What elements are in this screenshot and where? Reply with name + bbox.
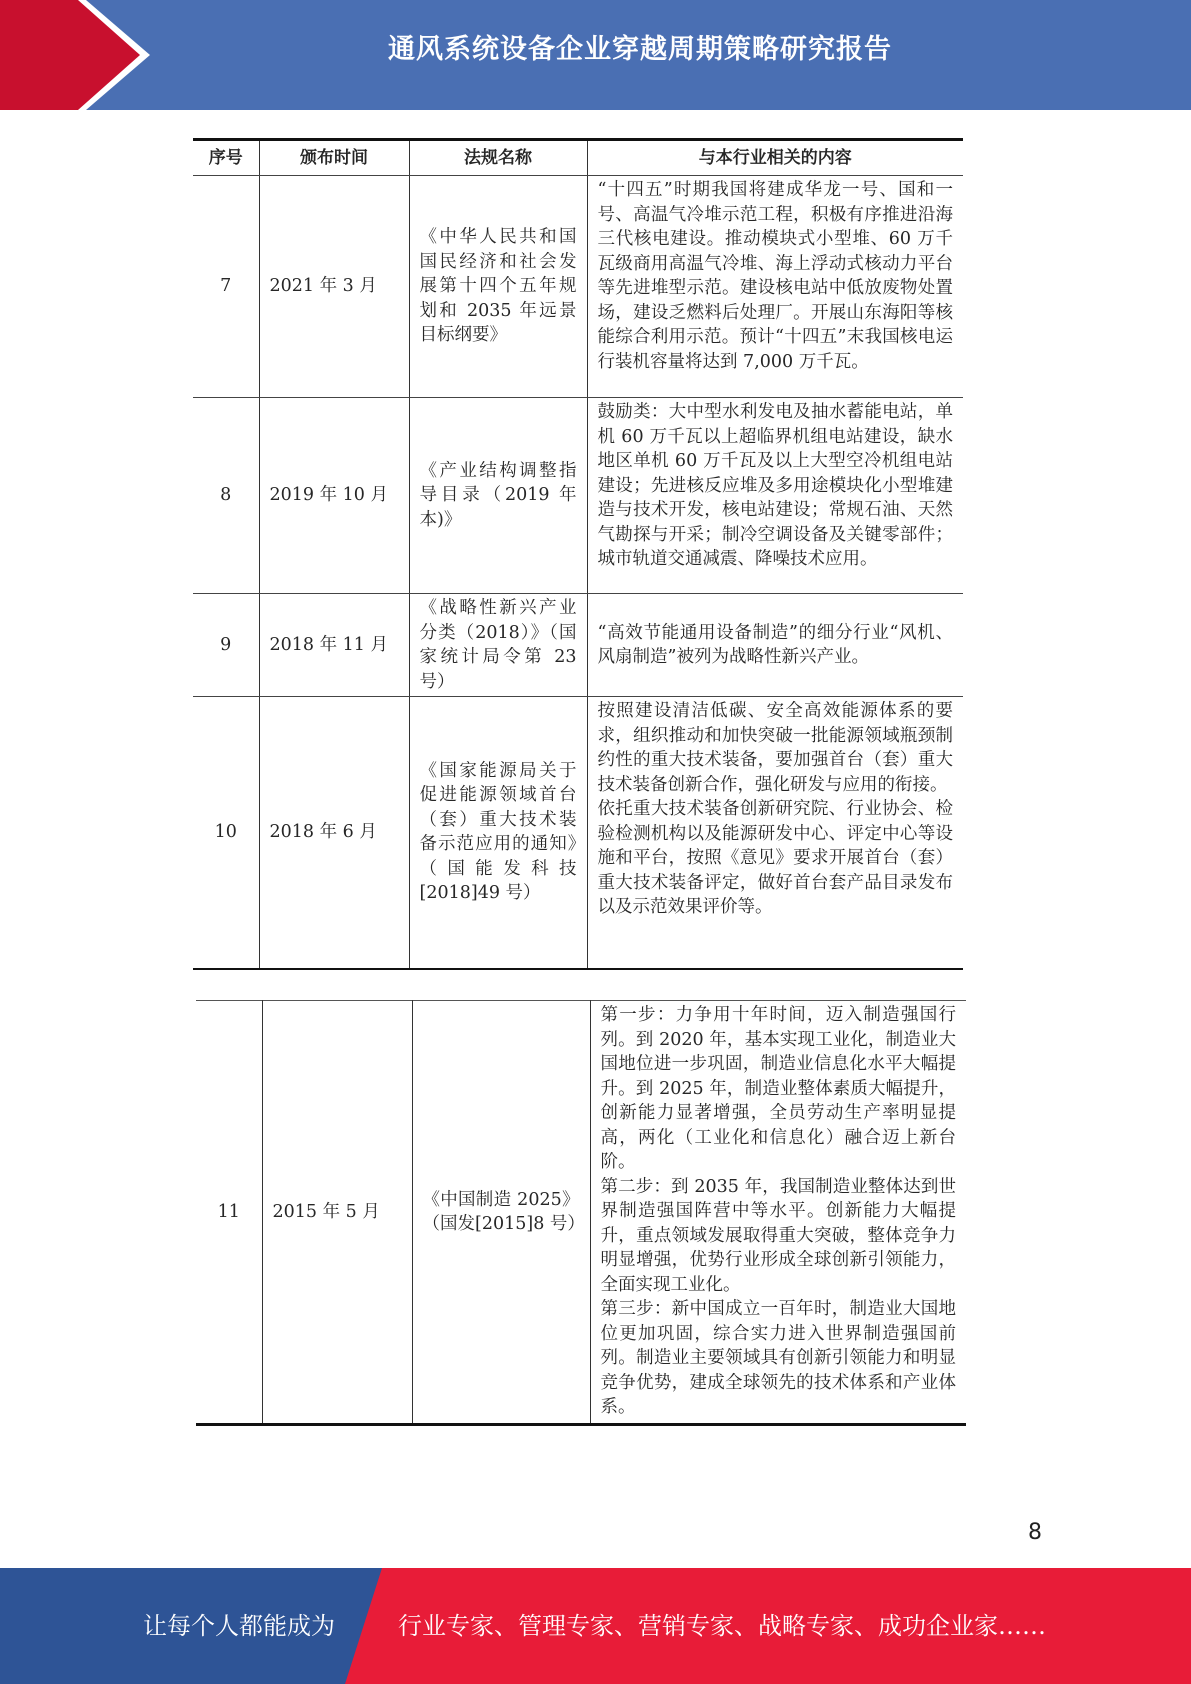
row-date: 2018 年 6 月 — [259, 697, 409, 969]
table-row — [193, 697, 963, 969]
content-paragraph: 第二步：到 2035 年，我国制造业整体达到世界制造强国阵营中等水平。创新能力大幅提升，重点领域发展取得重大突破，整体竞争力明显增强，优势行业形成全球创新引领能力，全面实现工业化。 — [600, 1176, 956, 1295]
footer-slogan-right: 行业专家、管理专家、营销专家、战略专家、成功企业家…… — [398, 1612, 1046, 1640]
row-regulation-name: 《产业结构调整指导目录（2019 年本)》 — [409, 398, 587, 594]
page-number: 8 — [1028, 1520, 1042, 1545]
content-paragraph: 依托重大技术装备创新研究院、行业协会、检验检测机构以及能源研发中心、评定中心等设施和平台，按照《意见》要求开展首台（套）重大技术装备评定，做好首台套产品目录发布以及示范效果评价等。 — [597, 799, 953, 917]
row-number: 9 — [193, 594, 259, 697]
row-number: 11 — [196, 1001, 262, 1425]
table-header-row — [193, 140, 963, 176]
header-red-chevron — [0, 0, 150, 110]
table-row — [193, 398, 963, 594]
column-header-no: 序号 — [193, 140, 259, 176]
column-header-name: 法规名称 — [409, 140, 587, 176]
page-header — [0, 0, 1191, 110]
row-date: 2015 年 5 月 — [262, 1001, 412, 1425]
row-number: 10 — [193, 697, 259, 969]
content-paragraph: “十四五”时期我国将建成华龙一号、国和一号、高温气冷堆示范工程，积极有序推进沿海三代核电建设。推动模块式小型堆、60 万千瓦级商用高温气冷堆、海上浮动式核动力平台等先进堆型示范。建设核电站中低放废物处置场，建设乏燃料后处理厂。开展山东海阳等核能综合利用示范。预计“十四五”末我国核电运行装机容量将达到 7,000 万千瓦。 — [597, 180, 953, 372]
column-header-content: 与本行业相关的内容 — [587, 140, 963, 176]
policy-table-continued — [196, 1000, 966, 1426]
row-date: 2021 年 3 月 — [259, 176, 409, 398]
content-paragraph: 第一步：力争用十年时间，迈入制造强国行列。到 2020 年，基本实现工业化，制造业大国地位进一步巩固，制造业信息化水平大幅提升。到 2025 年，制造业整体素质大幅提升，创新能力显著增强，全员劳动生产率明显提高，两化（工业化和信息化）融合迈上新台阶。 — [600, 1005, 956, 1172]
content-paragraph: “高效节能通用设备制造”的细分行业“风机、风扇制造”被列为战略性新兴产业。 — [597, 622, 953, 667]
row-content — [587, 398, 963, 594]
row-regulation-name: 《中国制造 2025》（国发[2015]8 号） — [412, 1001, 590, 1425]
content-paragraph: 鼓励类：大中型水利发电及抽水蓄能电站，单机 60 万千瓦以上超临界机组电站建设，缺水地区单机 60 万千瓦及以上大型空冷机组电站建设；先进核反应堆及多用途模块化小型堆建造与技术开发，核电站建设；常规石油、天然气勘探与开采；制冷空调设备及关键零部件；城市轨道交通减震、降噪技术应用。 — [597, 402, 953, 569]
policy-table — [193, 138, 963, 970]
content-paragraph: 第三步：新中国成立一百年时，制造业大国地位更加巩固，综合实力进入世界制造强国前列。制造业主要领域具有创新引领能力和明显竞争优势，建成全球领先的技术体系和产业体系。 — [600, 1299, 956, 1417]
column-header-date: 颁布时间 — [259, 140, 409, 176]
row-number: 8 — [193, 398, 259, 594]
row-date: 2018 年 11 月 — [259, 594, 409, 697]
row-content — [590, 1001, 966, 1425]
table-row — [196, 1001, 966, 1425]
footer-slogan-left: 让每个人都能成为 — [143, 1612, 335, 1640]
row-content — [587, 697, 963, 969]
content-paragraph: 按照建设清洁低碳、安全高效能源体系的要求，组织推动和加快突破一批能源领域瓶颈制约性的重大技术装备，要加强首台（套）重大技术装备创新合作，强化研发与应用的衔接。 — [597, 701, 953, 795]
report-title: 通风系统设备企业穿越周期策略研究报告 — [388, 34, 892, 65]
row-regulation-name: 《中华人民共和国国民经济和社会发展第十四个五年规划和 2035 年远景目标纲要》 — [409, 176, 587, 398]
row-date: 2019 年 10 月 — [259, 398, 409, 594]
row-content — [587, 176, 963, 398]
page-footer — [0, 1568, 1191, 1684]
row-regulation-name: 《国家能源局关于促进能源领域首台（套）重大技术装备示范应用的通知》（国能发科技[2018]49 号） — [409, 697, 587, 969]
row-regulation-name: 《战略性新兴产业分类（2018）》（国家统计局令第 23 号） — [409, 594, 587, 697]
row-content — [587, 594, 963, 697]
table-row — [193, 176, 963, 398]
row-number: 7 — [193, 176, 259, 398]
table-row — [193, 594, 963, 697]
